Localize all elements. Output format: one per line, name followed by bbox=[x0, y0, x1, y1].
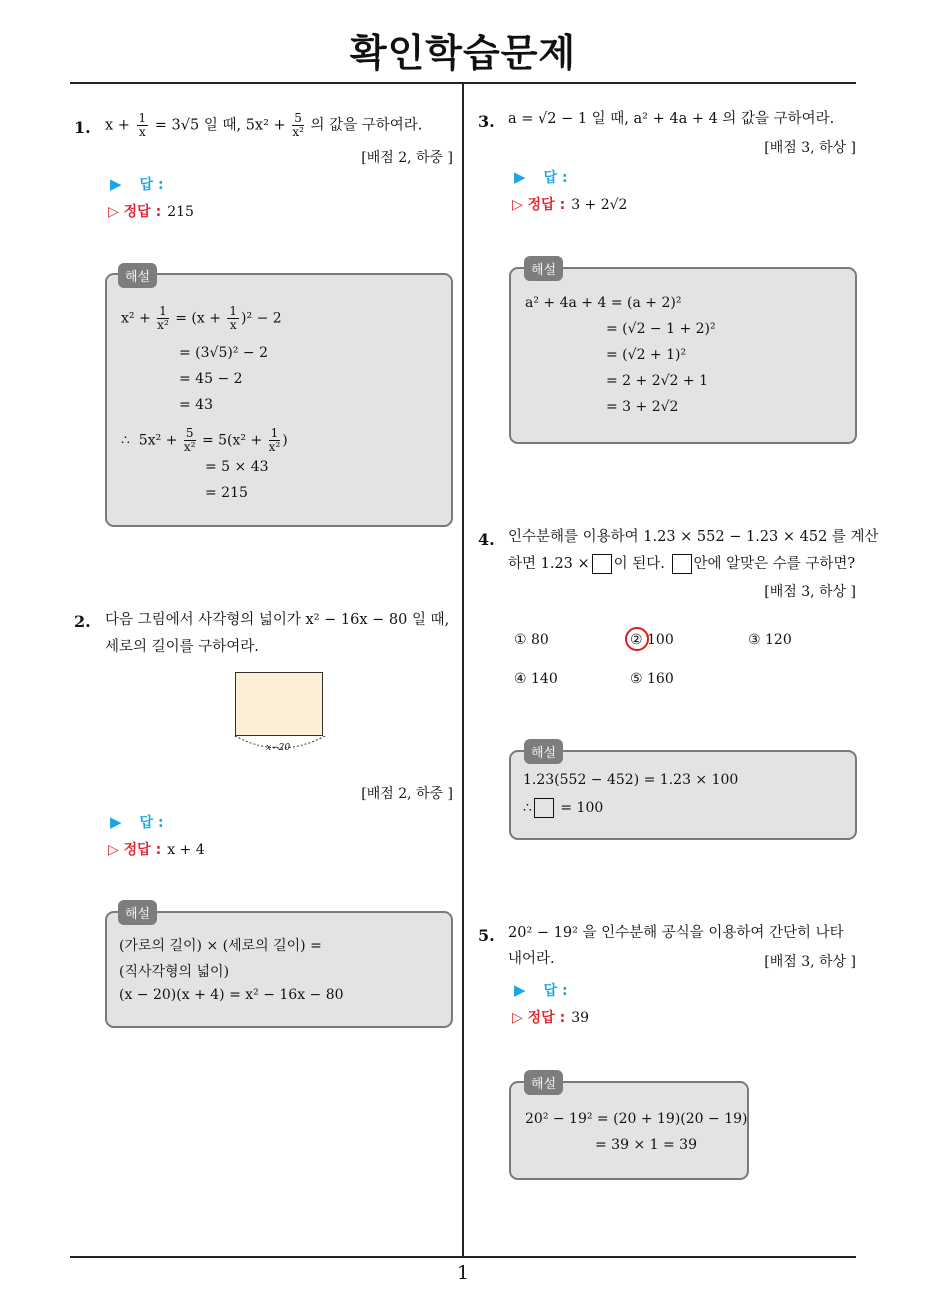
q4-number: 4. bbox=[478, 530, 495, 549]
q1-text: x + $\frac{1}{x}$ = 3√5 일 때, 5x² + $\frac{5}{\text{x²}}$ 의 값을 구하여라. bbox=[105, 111, 423, 139]
outline-triangle-icon: ▷ bbox=[108, 204, 119, 220]
q2-answer-field[interactable]: ▶ 답 : bbox=[110, 813, 164, 831]
q4-line-1: 1.23(552 − 452) = 1.23 × 100 bbox=[523, 772, 739, 788]
blank-square bbox=[534, 798, 554, 818]
q2-correct-answer: ▷ 정답 : x + 4 bbox=[108, 842, 205, 858]
q1-line-5: ∴ 5x² + $\frac{5}{\text{x²}}$ = 5(x² + $\frac{1}{\text{x²}}$ ) bbox=[121, 426, 288, 454]
q5-correct-answer: ▷ 정답 : 39 bbox=[512, 1010, 590, 1026]
q4-explanation-tag: 해설 bbox=[524, 739, 563, 764]
q2-line-3: (x − 20)(x + 4) = x² − 16x − 80 bbox=[119, 987, 344, 1003]
q1-line-6: = 5 × 43 bbox=[205, 459, 269, 475]
play-icon: ▶ bbox=[514, 168, 526, 186]
selected-choice-mark bbox=[625, 627, 649, 651]
q5-explanation-tag: 해설 bbox=[524, 1070, 563, 1095]
q4-choice-5[interactable]: ⑤ 160 bbox=[630, 671, 674, 687]
outline-triangle-icon: ▷ bbox=[512, 1010, 523, 1026]
q1-explanation-box bbox=[105, 273, 453, 527]
q3-line-5: = 3 + 2√2 bbox=[606, 399, 679, 415]
q1-line-7: = 215 bbox=[205, 485, 248, 501]
q4-text-line1: 인수분해를 이용하여 1.23 × 552 − 1.23 × 452 를 계산 bbox=[508, 529, 879, 545]
q1-correct-answer: ▷ 정답 : 215 bbox=[108, 204, 194, 220]
q4-choice-4[interactable]: ④ 140 bbox=[514, 671, 558, 687]
q3-explanation-box bbox=[509, 267, 857, 444]
q5-line-2: = 39 × 1 = 39 bbox=[595, 1137, 697, 1153]
play-icon: ▶ bbox=[514, 981, 526, 999]
q2-score-meta: [배점 2, 하중 ] bbox=[361, 786, 453, 802]
q4-explanation-box bbox=[509, 750, 857, 840]
q1-line-3: = 45 − 2 bbox=[179, 371, 243, 387]
outline-triangle-icon: ▷ bbox=[512, 197, 523, 213]
q4-choice-3[interactable]: ③ 120 bbox=[748, 632, 792, 648]
q2-text-line1: 다음 그림에서 사각형의 넓이가 x² − 16x − 80 일 때, bbox=[105, 612, 450, 628]
bottom-rule bbox=[70, 1256, 856, 1258]
q2-line-2: (직사각형의 넓이) bbox=[119, 964, 230, 980]
q1-score-meta: [배점 2, 하중 ] bbox=[361, 150, 453, 166]
q1-fraction-2: $\frac{5}{\text{x²}}$ bbox=[292, 111, 304, 139]
q1-line-1: x² + $\frac{1}{\text{x²}}$ = (x + $\frac{1}{x}$ )² − 2 bbox=[121, 304, 282, 332]
q3-line-2: = (√2 − 1 + 2)² bbox=[606, 321, 716, 337]
q4-line-2: ∴ = 100 bbox=[523, 800, 604, 816]
play-icon: ▶ bbox=[110, 813, 122, 831]
page-title: 확인학습문제 bbox=[349, 31, 577, 75]
q3-number: 3. bbox=[478, 112, 495, 131]
q4-text-line2: 하면 1.23 × 이 된다. 안에 알맞은 수를 구하면? bbox=[508, 556, 856, 572]
q3-correct-answer: ▷ 정답 : 3 + 2√2 bbox=[512, 197, 628, 213]
q1-fraction-1: $\frac{1}{x}$ bbox=[138, 111, 147, 139]
page-number: 1 bbox=[456, 1262, 470, 1284]
q3-line-1: a² + 4a + 4 = (a + 2)² bbox=[525, 295, 682, 311]
q3-answer-field[interactable]: ▶ 답 : bbox=[514, 168, 568, 186]
q3-explanation-tag: 해설 bbox=[524, 256, 563, 281]
q5-answer-field[interactable]: ▶ 답 : bbox=[514, 981, 568, 999]
column-divider bbox=[462, 84, 464, 1257]
q4-choice-1[interactable]: ① 80 bbox=[514, 632, 549, 648]
q4-choice-2[interactable]: ② 100 bbox=[630, 632, 674, 648]
q5-explanation-box bbox=[509, 1081, 749, 1180]
q2-number: 2. bbox=[74, 612, 91, 631]
q2-figure-label: x−20 bbox=[266, 743, 291, 753]
q3-text: a = √2 − 1 일 때, a² + 4a + 4 의 값을 구하여라. bbox=[508, 111, 835, 127]
outline-triangle-icon: ▷ bbox=[108, 842, 119, 858]
q2-explanation-tag: 해설 bbox=[118, 900, 157, 925]
blank-square bbox=[672, 554, 692, 574]
q5-text-line2: 내어라. bbox=[508, 951, 555, 967]
q1-number: 1. bbox=[74, 118, 91, 137]
q1-explanation-tag: 해설 bbox=[118, 263, 157, 288]
q3-line-4: = 2 + 2√2 + 1 bbox=[606, 373, 708, 389]
q5-score-meta: [배점 3, 하상 ] bbox=[764, 954, 856, 970]
q1-line-4: = 43 bbox=[179, 397, 213, 413]
q2-line-1: (가로의 길이) × (세로의 길이) = bbox=[119, 938, 322, 954]
q5-line-1: 20² − 19² = (20 + 19)(20 − 19) bbox=[525, 1111, 748, 1127]
q5-text-line1: 20² − 19² 을 인수분해 공식을 이용하여 간단히 나타 bbox=[508, 925, 844, 941]
q3-line-3: = (√2 + 1)² bbox=[606, 347, 687, 363]
q3-score-meta: [배점 3, 하상 ] bbox=[764, 140, 856, 156]
q2-text-line2: 세로의 길이를 구하여라. bbox=[105, 639, 259, 655]
q2-explanation-box bbox=[105, 911, 453, 1028]
q2-rectangle-figure bbox=[235, 672, 323, 736]
q1-line-2: = (3√5)² − 2 bbox=[179, 345, 268, 361]
q5-number: 5. bbox=[478, 926, 495, 945]
play-icon: ▶ bbox=[110, 175, 122, 193]
q4-score-meta: [배점 3, 하상 ] bbox=[764, 584, 856, 600]
blank-square bbox=[592, 554, 612, 574]
q1-answer-field[interactable]: ▶ 답 : bbox=[110, 175, 164, 193]
